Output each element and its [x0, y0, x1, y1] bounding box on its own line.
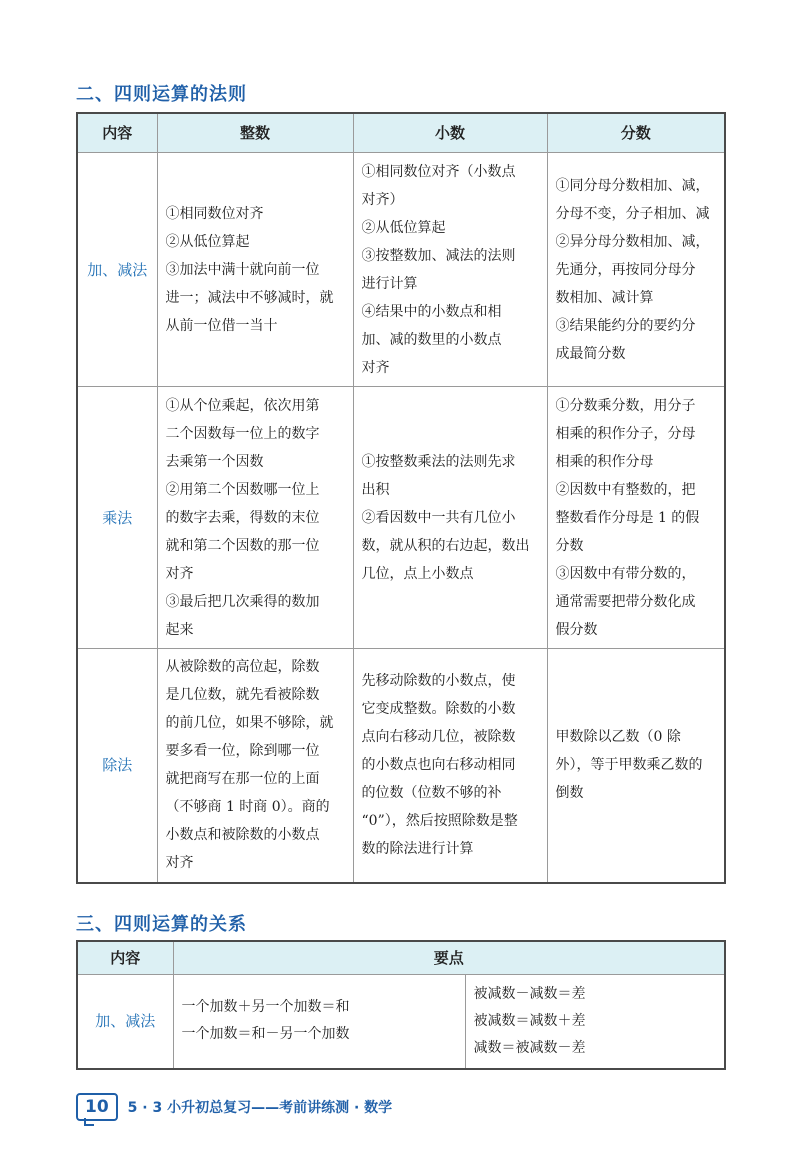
text-line: 起来 [165, 621, 194, 638]
text-line: 点向右移动几位，被除数 [361, 729, 516, 746]
section-title-relations: 三、四则运算的关系 [76, 914, 247, 935]
text-line: 的前几位，如果不够除，就 [165, 715, 334, 732]
text-line: 是几位数，就先看被除数 [165, 687, 320, 704]
header-content: 内容 [77, 113, 157, 153]
text-line: 成最简分数 [555, 345, 626, 362]
text-line: 数，就从积的右边起，数出 [361, 537, 530, 554]
text-line: ②因数中有整数的，把 [555, 481, 696, 498]
text-line: 被减数＝减数＋差 [473, 1012, 586, 1029]
text-line: ①相同数位对齐（小数点 [361, 163, 516, 180]
text-line: ③因数中有带分数的， [555, 565, 696, 582]
row-label: 加、减法 [77, 975, 173, 1069]
text-line: 几位，点上小数点 [361, 565, 474, 582]
text-line: 就和第二个因数的那一位 [165, 537, 320, 554]
text-line: 被减数－减数＝差 [473, 985, 586, 1002]
text-line: 分数 [555, 537, 584, 554]
text-line: 小数点和被除数的小数点 [165, 827, 320, 844]
row-label: 加、减法 [77, 153, 157, 387]
header-decimal: 小数 [353, 113, 547, 153]
text-line: 出积 [361, 481, 390, 498]
text-line: 整数看作分母是 1 的假 [555, 509, 700, 526]
text-line: 要多看一位，除到哪一位 [165, 743, 320, 760]
text-line: ②从低位算起 [361, 219, 446, 236]
cell-fraction [547, 387, 725, 649]
text-line: ②看因数中一共有几位小 [361, 509, 516, 526]
table-row [77, 387, 725, 649]
text-line: 相乘的积作分母 [555, 453, 654, 470]
text-line: 的小数点也向右移动相同 [361, 757, 516, 774]
header-row [77, 113, 725, 153]
cell-fraction [547, 153, 725, 387]
section-title-rules: 二、四则运算的法则 [76, 84, 247, 105]
text-line: 倒数 [555, 785, 584, 802]
text-line: ①分数乘分数，用分子 [555, 397, 696, 414]
row-label: 乘法 [77, 387, 157, 649]
text-line: 外），等于甲数乘乙数的 [555, 757, 703, 774]
text-line: 对齐 [165, 565, 194, 582]
text-line: ③加法中满十就向前一位 [165, 261, 320, 278]
text-line: 进行计算 [361, 275, 418, 292]
cell-addition-relations [173, 975, 465, 1069]
text-line: 它变成整数。除数的小数 [361, 701, 516, 718]
table-row [77, 153, 725, 387]
cell-fraction [547, 649, 725, 883]
cell-decimal [353, 153, 547, 387]
cell-decimal [353, 649, 547, 883]
table-row [77, 649, 725, 883]
text-line: 先通分，再按同分母分 [555, 261, 696, 278]
row-label: 除法 [77, 649, 157, 883]
text-line: 的位数（位数不够的补 [361, 785, 502, 802]
text-line: 就把商写在那一位的上面 [165, 771, 320, 788]
cell-decimal [353, 387, 547, 649]
text-line: 数的除法进行计算 [361, 841, 474, 858]
text-line: 分母不变，分子相加、减 [555, 205, 710, 222]
text-line: 对齐 [361, 359, 390, 376]
text-line: ②从低位算起 [165, 233, 250, 250]
text-line: 减数＝被减数－差 [473, 1039, 586, 1056]
text-line: 从被除数的高位起，除数 [165, 659, 320, 676]
text-line: 加、减的数里的小数点 [361, 331, 502, 348]
text-line: ①同分母分数相加、减， [555, 177, 710, 194]
text-line: ②用第二个因数哪一位上 [165, 481, 320, 498]
header-row [77, 941, 725, 975]
text-line: 一个加数＝和－另一个加数 [181, 1026, 350, 1043]
text-line: ①相同数位对齐 [165, 205, 264, 222]
header-content: 内容 [77, 941, 173, 975]
text-line: 从前一位借一当十 [165, 317, 278, 334]
text-line: ③最后把几次乘得的数加 [165, 593, 320, 610]
text-line: 对齐） [361, 191, 404, 208]
text-line: 数相加、减计算 [555, 289, 654, 306]
text-line: 相乘的积作分子，分母 [555, 425, 696, 442]
cell-subtraction-relations [465, 975, 725, 1069]
text-line: 一个加数＋另一个加数＝和 [181, 999, 350, 1016]
text-line: 通常需要把带分数化成 [555, 593, 696, 610]
text-line: ①按整数乘法的法则先求 [361, 453, 516, 470]
text-line: 甲数除以乙数（0 除 [555, 729, 681, 746]
header-fraction: 分数 [547, 113, 725, 153]
text-line: ①从个位乘起，依次用第 [165, 397, 320, 414]
text-line: ③结果能约分的要约分 [555, 317, 696, 334]
header-points: 要点 [173, 941, 725, 975]
cell-integer [157, 387, 353, 649]
relations-table [76, 940, 726, 1070]
text-line: 假分数 [555, 621, 598, 638]
text-line: ②异分母分数相加、减， [555, 233, 710, 250]
text-line: ③按整数加、减法的法则 [361, 247, 516, 264]
text-line: 先移动除数的小数点，使 [361, 673, 516, 690]
text-line: “0”），然后按照除数是整 [361, 813, 518, 830]
cell-integer [157, 649, 353, 883]
text-line: 进一；减法中不够减时，就 [165, 289, 334, 306]
book-series-title: 5 · 3 小升初总复习——考前讲练测 · 数学 [127, 1100, 393, 1116]
text-line: ④结果中的小数点和相 [361, 303, 502, 320]
header-integer: 整数 [157, 113, 353, 153]
text-line: 去乘第一个因数 [165, 453, 264, 470]
table-row [77, 975, 725, 1069]
text-line: 对齐 [165, 855, 194, 872]
cell-integer [157, 153, 353, 387]
text-line: （不够商 1 时商 0）。商的 [165, 799, 330, 816]
page-footer [76, 1092, 392, 1122]
rules-table [76, 112, 726, 884]
text-line: 二个因数每一位上的数字 [165, 425, 320, 442]
page-number: 10 [76, 1093, 118, 1121]
text-line: 的数字去乘，得数的末位 [165, 509, 320, 526]
